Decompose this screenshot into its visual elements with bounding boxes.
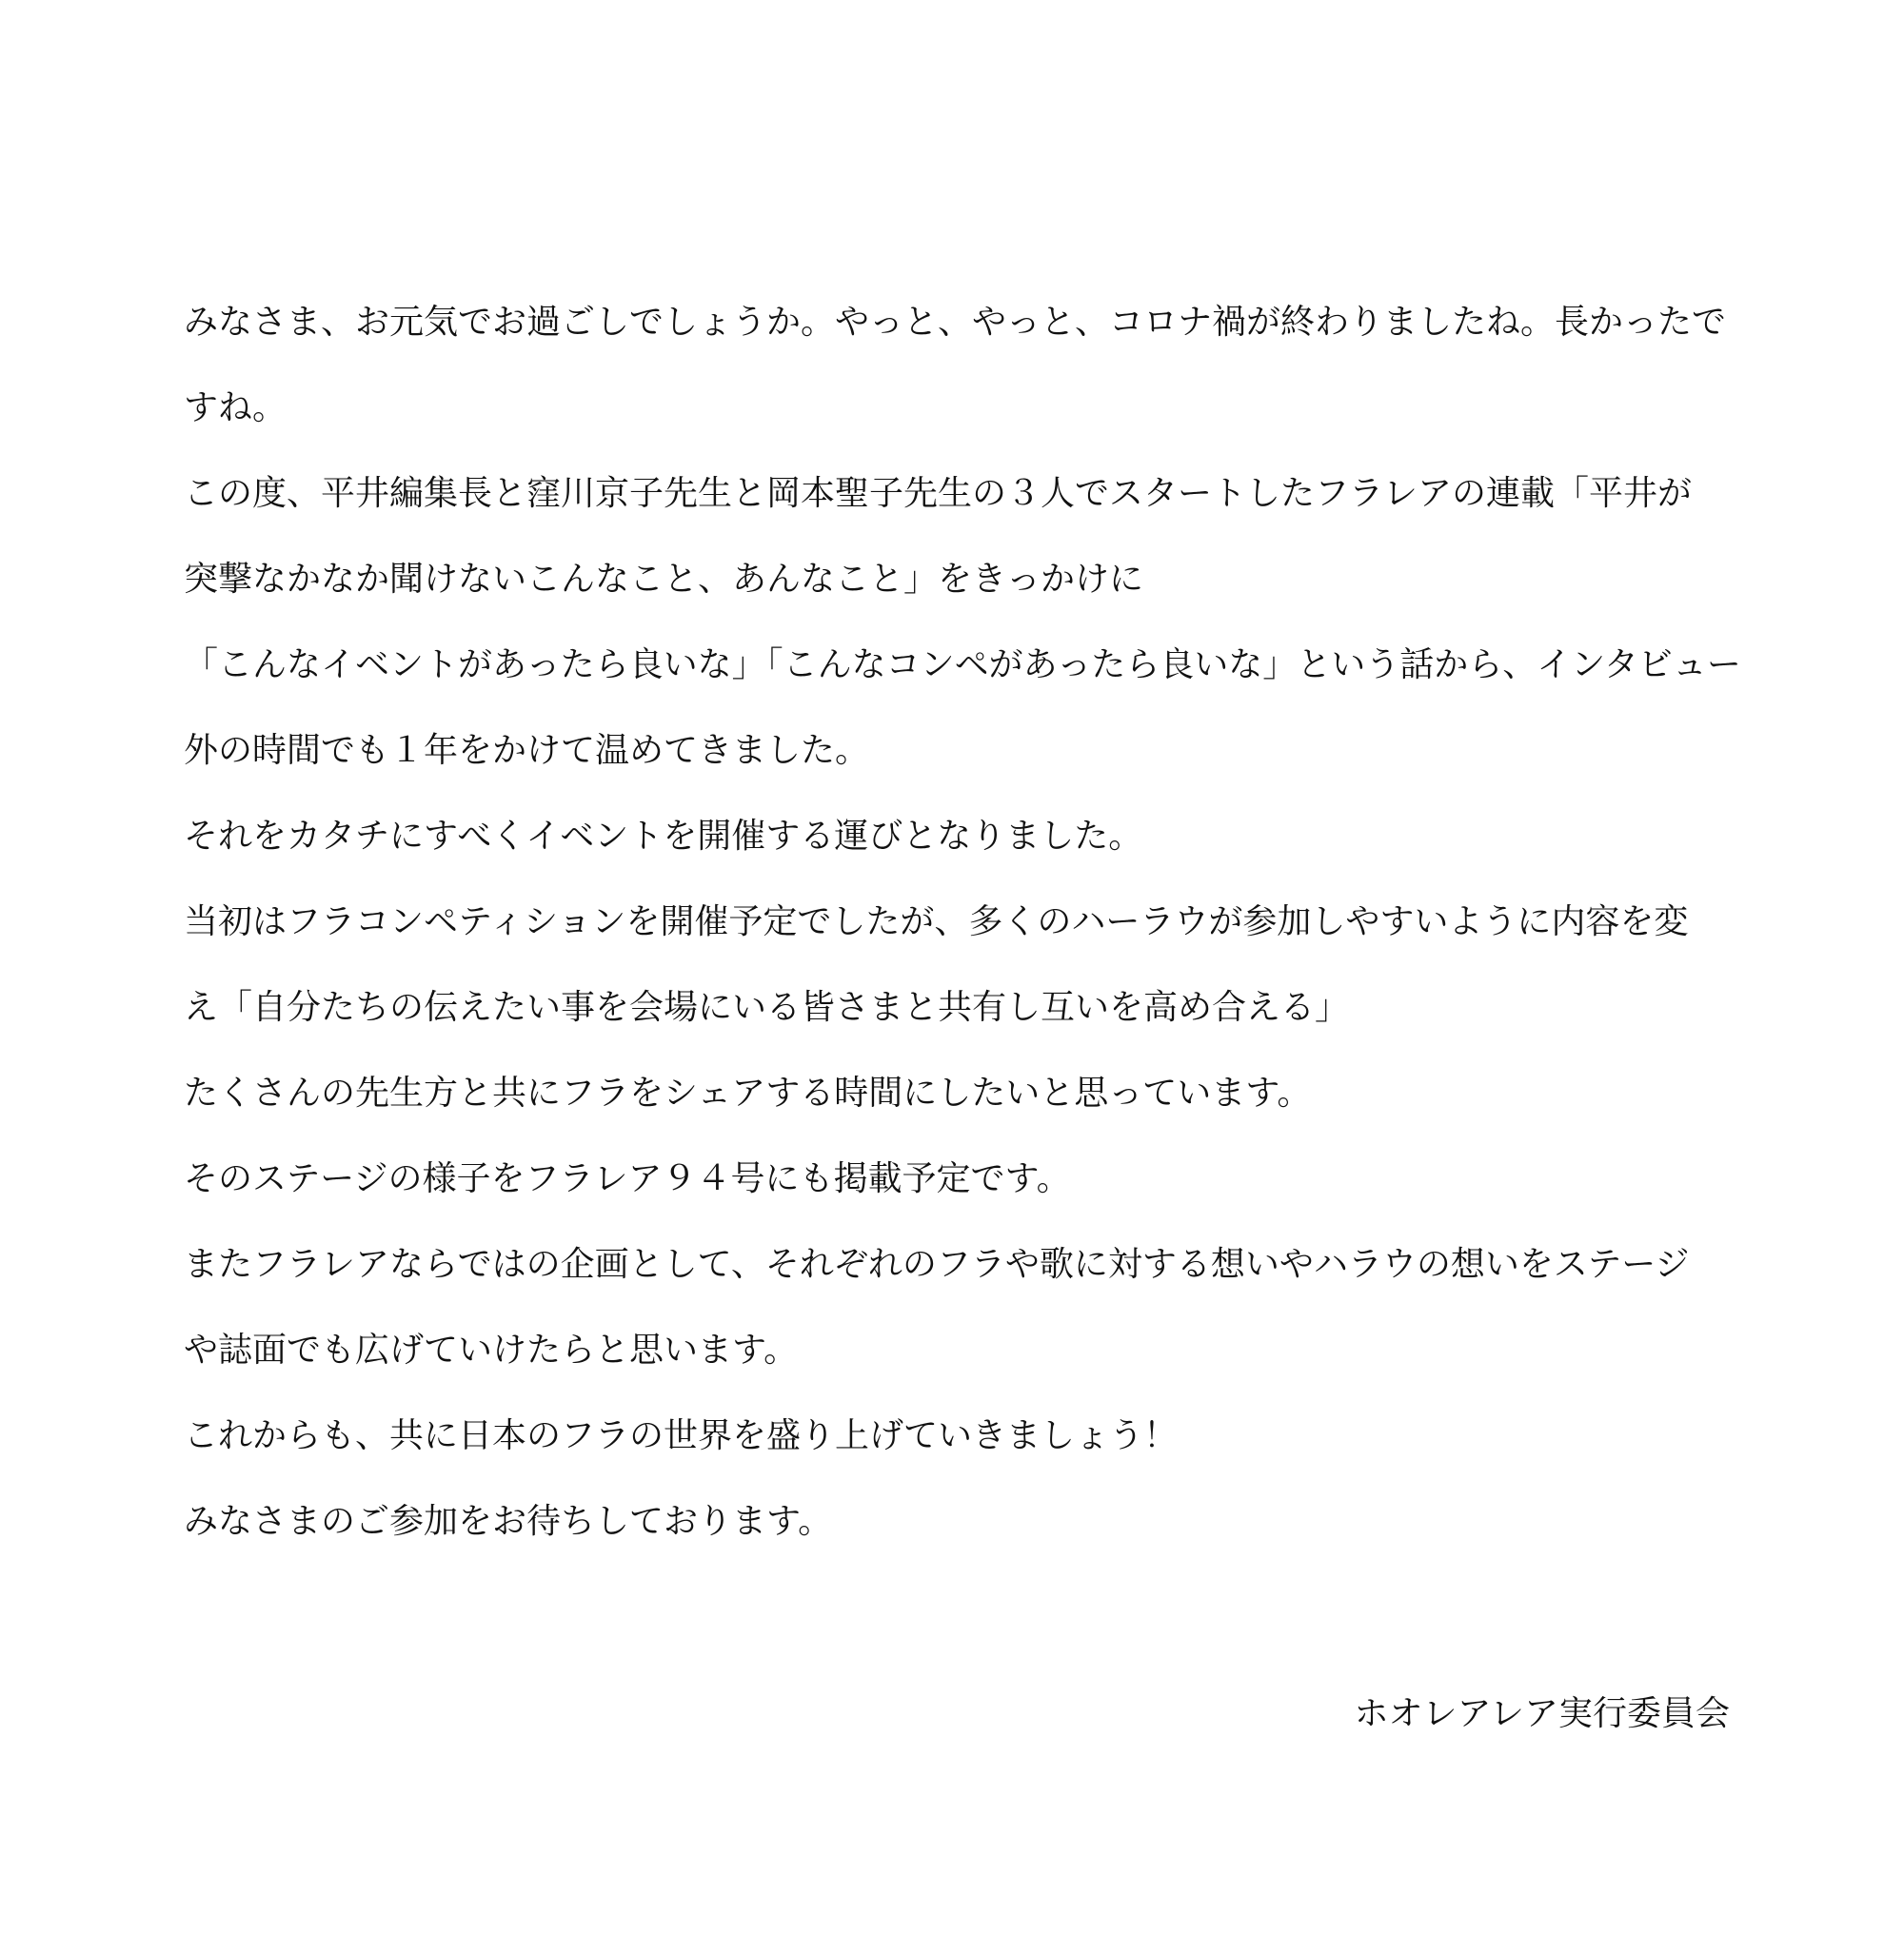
letter-line: 外の時間でも１年をかけて温めてきました。 — [184, 731, 870, 770]
letter-body — [184, 280, 1745, 1565]
letter-line: すね。 — [184, 388, 288, 427]
letter-line: そのステージの様子をフラレア９４号にも掲載予定です。 — [184, 1159, 1071, 1198]
signature: ホオレアレア実行委員会 — [1354, 1694, 1730, 1733]
letter-line: それをカタチにすべくイベントを開催する運びとなりました。 — [184, 817, 1143, 856]
letter-line: たくさんの先生方と共にフラをシェアする時間にしたいと思っています。 — [184, 1074, 1312, 1113]
letter-line: みなさまのご参加をお待ちしております。 — [184, 1502, 833, 1541]
letter-line: 「こんなイベントがあったら良いな」「こんなコンペがあったら良いな」という話から、インタビュー — [184, 645, 1741, 684]
letter-line: 当初はフラコンペティションを開催予定でしたが、多くのハーラウが参加しやすいように内容を変 — [184, 902, 1689, 941]
letter-line: や誌面でも広げていけたらと思います。 — [184, 1331, 799, 1370]
letter-line: この度、平井編集長と窪川京子先生と岡本聖子先生の３人でスタートしたフラレアの連載「平井が — [184, 474, 1693, 513]
letter-line: 突撃なかなか聞けないこんなこと、あんなこと」をきっかけに — [184, 560, 1144, 599]
letter-line: これからも、共に日本のフラの世界を盛り上げていきましょう！ — [184, 1416, 1179, 1455]
letter-line: みなさま、お元気でお過ごしでしょうか。やっと、やっと、コロナ禍が終わりましたね。長かったで — [184, 303, 1727, 342]
letter-line: え「自分たちの伝えたい事を会場にいる皆さまと共有し互いを高め合える」 — [184, 988, 1350, 1027]
letter-line: またフラレアならではの企画として、それぞれのフラや歌に対する想いやハラウの想いをステージ — [184, 1245, 1690, 1284]
